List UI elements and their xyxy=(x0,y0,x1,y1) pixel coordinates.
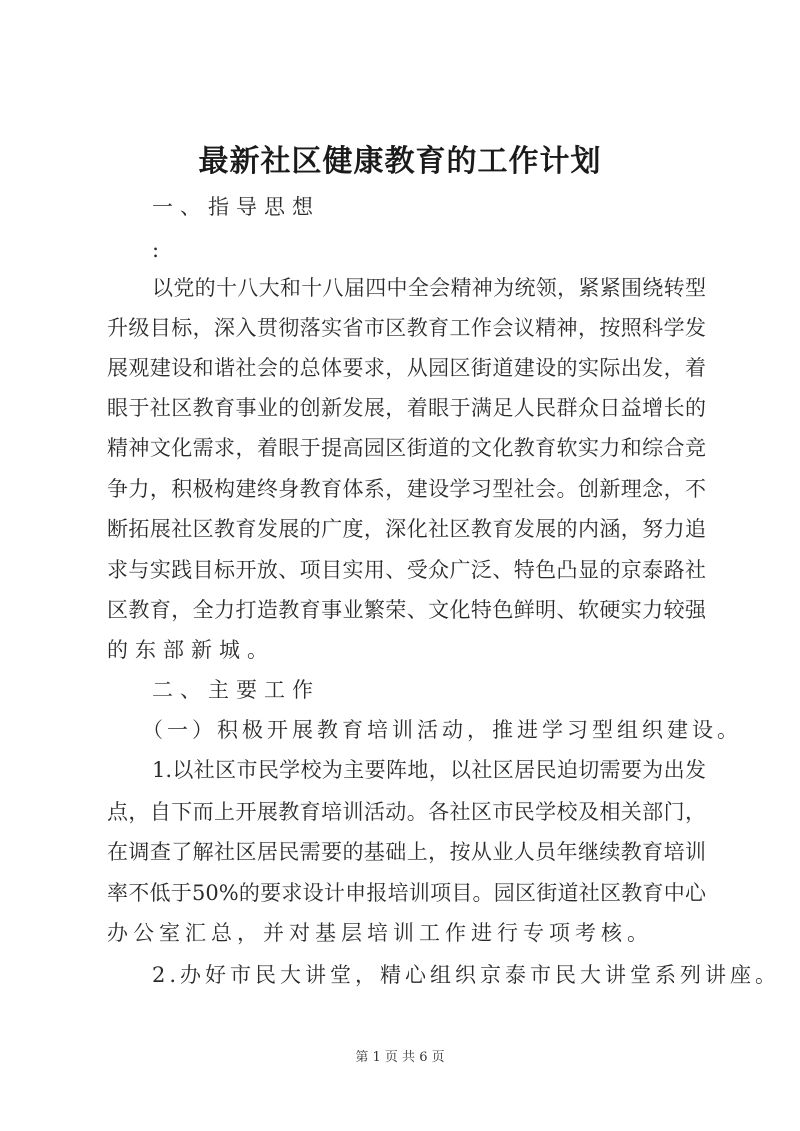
colon-line: : xyxy=(152,238,167,262)
paragraph-line: 办公室汇总，并对基层培训工作进行专项考核。 xyxy=(107,921,653,945)
paragraph-lecture: 2.办好市民大讲堂，精心组织京泰市民大讲堂系列讲座。 xyxy=(152,963,781,987)
paragraph-line: 点，自下而上开展教育培训活动。各社区市民学校及相关部门， xyxy=(107,800,706,824)
paragraph-line: 断拓展社区教育发展的广度，深化社区教育发展的内涵，努力追 xyxy=(107,517,706,541)
paragraph-line: 眼于社区教育事业的创新发展，着眼于满足人民群众日益增长的 xyxy=(107,396,706,420)
document-title: 最新社区健康教育的工作计划 xyxy=(198,144,602,179)
paragraph-line: 升级目标，深入贯彻落实省市区教育工作会议精神，按照科学发 xyxy=(107,316,706,340)
section-heading: 二、主要工作 xyxy=(152,678,320,702)
subsection-heading: （一）积极开展教育培训活动，推进学习型组织建设。 xyxy=(142,718,742,742)
section-heading: 一、指导思想 xyxy=(152,195,320,219)
paragraph-line: 精神文化需求，着眼于提高园区街道的文化教育软实力和综合竞 xyxy=(107,436,706,460)
paragraph-line: 的东部新城。 xyxy=(107,638,275,662)
page-number: 第 1 页 共 6 页 xyxy=(355,1050,445,1065)
paragraph-line: 1.以社区市民学校为主要阵地，以社区居民迫切需要为出发 xyxy=(152,758,706,782)
paragraph-line: 展观建设和谐社会的总体要求，从园区街道建设的实际出发，着 xyxy=(107,356,706,380)
paragraph-line: 争力，积极构建终身教育体系，建设学习型社会。创新理念，不 xyxy=(107,477,706,501)
paragraph-line: 在调查了解社区居民需要的基础上，按从业人员年继续教育培训 xyxy=(107,840,706,864)
paragraph-line: 求与实践目标开放、项目实用、受众广泛、特色凸显的京泰路社 xyxy=(107,558,706,582)
paragraph-line: 率不低于50%的要求设计申报培训项目。园区街道社区教育中心 xyxy=(107,881,706,905)
paragraph-line: 以党的十八大和十八届四中全会精神为统领，紧紧围绕转型 xyxy=(152,276,706,300)
paragraph-line: 区教育，全力打造教育事业繁荣、文化特色鲜明、软硬实力较强 xyxy=(107,598,706,622)
